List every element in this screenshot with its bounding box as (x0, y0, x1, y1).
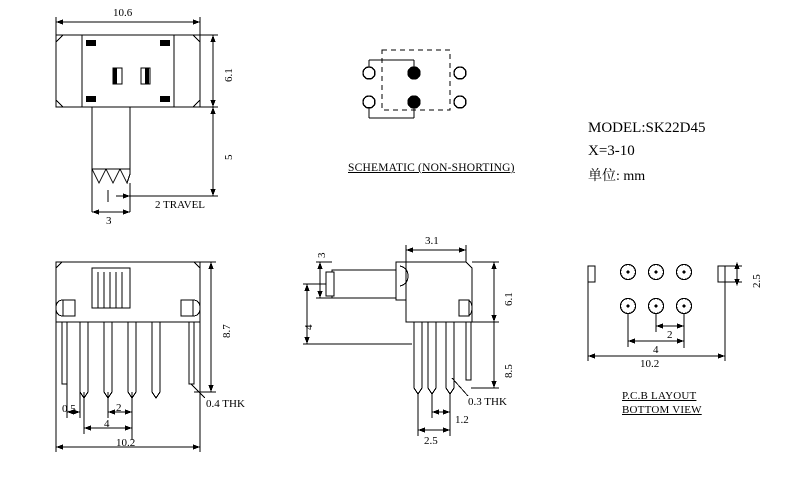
dim-side-3: 3 (316, 252, 328, 258)
dim-front-2: 2 (116, 402, 122, 414)
dim-top-10-6: 10.6 (113, 7, 133, 19)
pcb-caption-line2: BOTTOM VIEW (622, 404, 702, 416)
top-view-geometry (56, 17, 218, 215)
dim-side-3-1: 3.1 (425, 235, 439, 247)
dim-top-travel: 2 TRAVEL (155, 199, 206, 211)
schematic-caption: SCHEMATIC (NON-SHORTING) (348, 162, 515, 174)
dim-pcb-2-5: 2.5 (751, 274, 763, 288)
dim-front-8-7: 8.7 (221, 324, 233, 338)
schematic-geometry (363, 50, 466, 118)
dim-pcb-4: 4 (653, 344, 659, 356)
dim-front-4: 4 (104, 418, 110, 430)
dim-side-4: 4 (303, 324, 315, 330)
dim-front-thk: 0.4 THK (206, 398, 245, 410)
dim-top-3: 3 (106, 215, 112, 227)
title-model: MODEL:SK22D45 (588, 120, 706, 136)
dim-side-8-5: 8.5 (503, 364, 515, 378)
front-view-geometry (56, 262, 216, 452)
dim-pcb-10-2: 10.2 (640, 358, 660, 370)
dim-front-10-2: 10.2 (116, 437, 136, 449)
pcb-caption-line1: P.C.B LAYOUT (622, 390, 697, 402)
title-travel-spec: X=3-10 (588, 143, 635, 159)
dim-pcb-2: 2 (667, 329, 673, 341)
dim-side-1-2: 1.2 (455, 414, 469, 426)
pcb-layout-geometry (588, 262, 742, 361)
dim-side-2-5: 2.5 (424, 435, 438, 447)
dim-side-thk: 0.3 THK (468, 396, 507, 408)
dim-front-0-5: 0.5 (62, 403, 76, 415)
title-units: 单位: mm (588, 169, 646, 184)
dim-top-5: 5 (223, 154, 235, 160)
dim-side-6-1: 6.1 (503, 292, 515, 306)
dim-top-6-1: 6.1 (223, 68, 235, 82)
